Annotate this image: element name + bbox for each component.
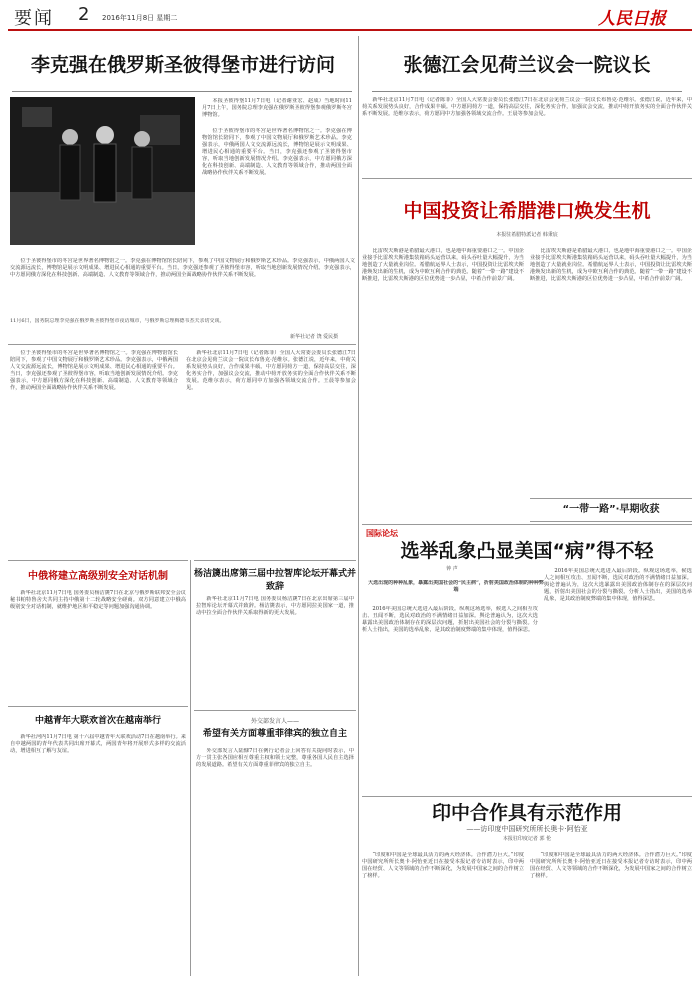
yang-body: 新华社北京11月7日电 国务委员杨洁篪7日在北京出席第三届中拉智库论坛开幕式并致辞。杨洁篪表示，中方愿同拉美国家一道，推动中拉全面合作伙伴关系取得新的更大发展。 [196, 596, 354, 616]
li-body: 位于圣彼得堡市的冬宫是世界著名博物馆之一。李克强在博物馆馆长陪同下，参观了中国文物展厅和俄罗斯艺术珍品。李克强表示，中俄两国人文交流源远流长，博物馆是展示文明成果、增进民心相通的重要平台。当日，李克强还参观了圣彼得堡市容，听取当地创新发展情况介绍。李克强表示，中方愿同俄方深化在科技创新、高端制造、人文教育等领域合作，推动两国全面战略协作伙伴关系不断发展。 [202, 128, 352, 176]
election-article-title: 选举乱象凸显美国“病”得不轻 [400, 540, 654, 562]
zhang-body: 新华社北京11月7日电（记者陈菲）全国人大常委会委员长张德江7日在北京会见荷兰议会一院议长布鲁克·范维尔。张德江说，近年来，中荷关系发展势头良好，合作成果丰硕。中方愿同荷方一道，保持高层交往，深化务实合作，加强议会交流，推动中荷开放务实的全面合作伙伴关系不断发展。范维尔表示，荷方愿同中方加强各领域交流合作。王晨等参加会见。 [362, 97, 692, 117]
page-number: 2 [78, 4, 90, 25]
port-top-rule [362, 178, 692, 179]
foreign-kicker: 外交部发言人—— [250, 718, 299, 725]
foreign-article-title: 希望有关方面尊重菲律宾的独立自主 [202, 729, 347, 739]
li-title-rule [12, 91, 352, 92]
port-body-left: 比雷埃夫斯港是希腊最大港口，也是地中海重要港口之一。中国企业接手比雷埃夫斯港集装箱码头运营以来，码头吞吐量大幅提升，为当地创造了大量就业岗位。希腊航运界人士表示，中国投资让比雷埃夫斯港焕发出新的生机，成为中欧互利合作的典范。随着“一带一路”建设不断推进，比雷埃夫斯港的区位优势进一步凸显，中希合作前景广阔。 [362, 248, 524, 282]
india-body-right-text: “印度和中国是全球最具活力的两大经济体。合作潜力巨大。”印度中国研究所所长奥卡·阿怡亚近日在接受本报记者专访时表示，印中两国在经贸、人文等领域的合作不断深化，为发展中国家之间的合作树立了榜样。 [530, 852, 692, 879]
yang-article-title: 杨洁篪出席第三届中拉智库论坛开幕式并致辞 [194, 569, 357, 592]
foreign-top-rule [194, 710, 356, 711]
security-top-rule [8, 560, 188, 561]
foreign-body: 外交部发言人陆慷7日在例行记者会上回答有关提问时表示，中方一贯主张各国应相互尊重主权和领土完整，尊重各国人民自主选择的发展道路。希望有关方面尊重菲律宾的独立自主。 [196, 748, 354, 768]
youth-body: 新华社河内11月7日电 第十六届中越青年大联欢活动7日在越南举行。来自中越两国的青年代表共同出席开幕式，两国青年将开展形式多样的交流活动，增进相互了解与友谊。 [10, 734, 186, 754]
photo-caption: 11月6日，国务院总理李克强在俄罗斯圣彼得堡市夜访城市，与俄罗斯总理梅德韦杰夫亲切交谈。 [10, 318, 225, 324]
election-summary: 大选出现的种种乱象，暴露出美国社会的“民主病”，折射美国政治体制的种种弊端 [368, 580, 544, 593]
issue-date: 2016年11月8日 星期二 [102, 14, 178, 22]
left-continued-text-2: 新华社北京11月7日电（记者陈菲）全国人大常委会委员长张德江7日在北京会见荷兰议会一院议长布鲁克·范维尔。张德江说，近年来，中荷关系发展势头良好，合作成果丰硕。中方愿同荷方一道，保持高层交往，深化务实合作，加强议会交流，推动中荷开放务实的全面合作伙伴关系不断发展。范维尔表示，荷方愿同中方加强各领域交流合作。王晨等参加会见。 [186, 350, 356, 391]
yang-top-rule [194, 560, 356, 561]
india-byline: 本报驻印度记者 郭 伦 [502, 836, 552, 842]
youth-article-title: 中越青年大联欢首次在越南举行 [34, 716, 161, 726]
photo-credit: 新华社记者 饶 爱民摄 [290, 334, 339, 340]
security-body: 新华社北京11月7日电 国务委员杨洁篪7日在北京与俄罗斯联邦安全会议秘书帕特鲁舍夫共同主持中俄第十二轮战略安全磋商。双方同意建立中俄高级别安全对话机制，就维护地区和平稳定等问题加强沟通协调。 [10, 590, 186, 610]
security-article-title: 中俄将建立高级别安全对话机制 [28, 571, 168, 582]
masthead [0, 0, 700, 30]
india-article-title: 印中合作具有示范作用 [431, 802, 622, 824]
election-body-right-text: 2016年美国总统大选进入最后阶段。纵观这场选举，候选人之间相互攻击、丑闻不断，选民对政治的不满情绪日益加深。舆论普遍认为，这次大选暴露出美国政治体制存在的深层次问题，折射出美国社会的分裂与撕裂。分析人士指出，美国的选举乱象，是其政治制度弊端的集中体现，值得深思。 [544, 568, 692, 602]
center-column-divider [358, 36, 359, 976]
election-body-right [544, 568, 692, 790]
newspaper-logo: 人民日报 [598, 9, 666, 29]
news-photo [10, 97, 195, 245]
port-byline: 本报驻希腊特派记者 韩秉宸 [496, 232, 558, 238]
li-body-cont-text: 位于圣彼得堡市的冬宫是世界著名博物馆之一。李克强在博物馆馆长陪同下，参观了中国文物展厅和俄罗斯艺术珍品。李克强表示，中俄两国人文交流源远流长，博物馆是展示文明成果、增进民心相通的重要平台。当日，李克强还参观了圣彼得堡市容，听取当地创新发展情况介绍。李克强表示，中方愿同俄方深化在科技创新、高端制造、人文教育等领域合作，推动两国全面战略协作伙伴关系不断发展。 [10, 258, 355, 278]
port-article-title: 中国投资让希腊港口焕发生机 [403, 200, 651, 222]
column-label-text: 国际论坛 [366, 529, 398, 538]
masthead-rule [8, 29, 692, 31]
zhang-article-title: 张德江会见荷兰议会一院议长 [403, 54, 651, 76]
election-top-rule [362, 524, 692, 525]
port-body-right [530, 248, 692, 484]
li-lead: 本报圣彼得堡11月7日电（记者谢亚宏、赵成）当地时间11月7日上午，国务院总理李克强在俄罗斯圣彼得堡参观俄罗斯冬宫博物馆。 [202, 98, 352, 118]
election-author: 钟 声 [446, 566, 458, 572]
zhang-title-rule [372, 91, 682, 92]
li-article-title: 李克强在俄罗斯圣彼得堡市进行访问 [30, 54, 335, 76]
india-body-left: “印度和中国是全球最具活力的两大经济体。合作潜力巨大。”印度中国研究所所长奥卡·阿怡亚近日在接受本报记者专访时表示，印中两国在经贸、人文等领域的合作不断深化，为发展中国家之间的合作树立了榜样。 [362, 852, 524, 879]
india-body-right [530, 852, 692, 976]
india-top-rule [362, 796, 692, 797]
india-subtitle: ——访印度中国研究所所长奥卡·阿怡亚 [466, 825, 588, 833]
left-continued-body: 位于圣彼得堡市的冬宫是世界著名博物馆之一。李克强在博物馆馆长陪同下，参观了中国文物展厅和俄罗斯艺术珍品。李克强表示，中俄两国人文交流源远流长，博物馆是展示文明成果、增进民心相通的重要平台。当日，李克强还参观了圣彼得堡市容，听取当地创新发展情况介绍。李克强表示，中方愿同俄方深化在科技创新、高端制造、人文教育等领域合作，推动两国全面战略协作伙伴关系不断发展。 [10, 350, 178, 391]
left-column-divider [190, 560, 191, 976]
left-mid-rule [8, 344, 356, 345]
column-tag [530, 498, 692, 522]
left-continued-body-2 [186, 350, 356, 550]
column-tag-label: “一带一路”·早期收获 [562, 504, 660, 515]
port-body-right-text: 比雷埃夫斯港是希腊最大港口，也是地中海重要港口之一。中国企业接手比雷埃夫斯港集装箱码头运营以来，码头吞吐量大幅提升，为当地创造了大量就业岗位。希腊航运界人士表示，中国投资让比雷埃夫斯港焕发出新的生机，成为中欧互利合作的典范。随着“一带一路”建设不断推进，比雷埃夫斯港的区位优势进一步凸显，中希合作前景广阔。 [530, 248, 692, 282]
election-body-left: 2016年美国总统大选进入最后阶段。纵观这场选举，候选人之间相互攻击、丑闻不断，选民对政治的不满情绪日益加深。舆论普遍认为，这次大选暴露出美国政治体制存在的深层次问题，折射出美国社会的分裂与撕裂。分析人士指出，美国的选举乱象，是其政治制度弊端的集中体现，值得深思。 [362, 606, 538, 633]
youth-top-rule [8, 706, 188, 707]
li-body-cont [10, 258, 355, 308]
section-name: 要闻 [14, 8, 54, 29]
